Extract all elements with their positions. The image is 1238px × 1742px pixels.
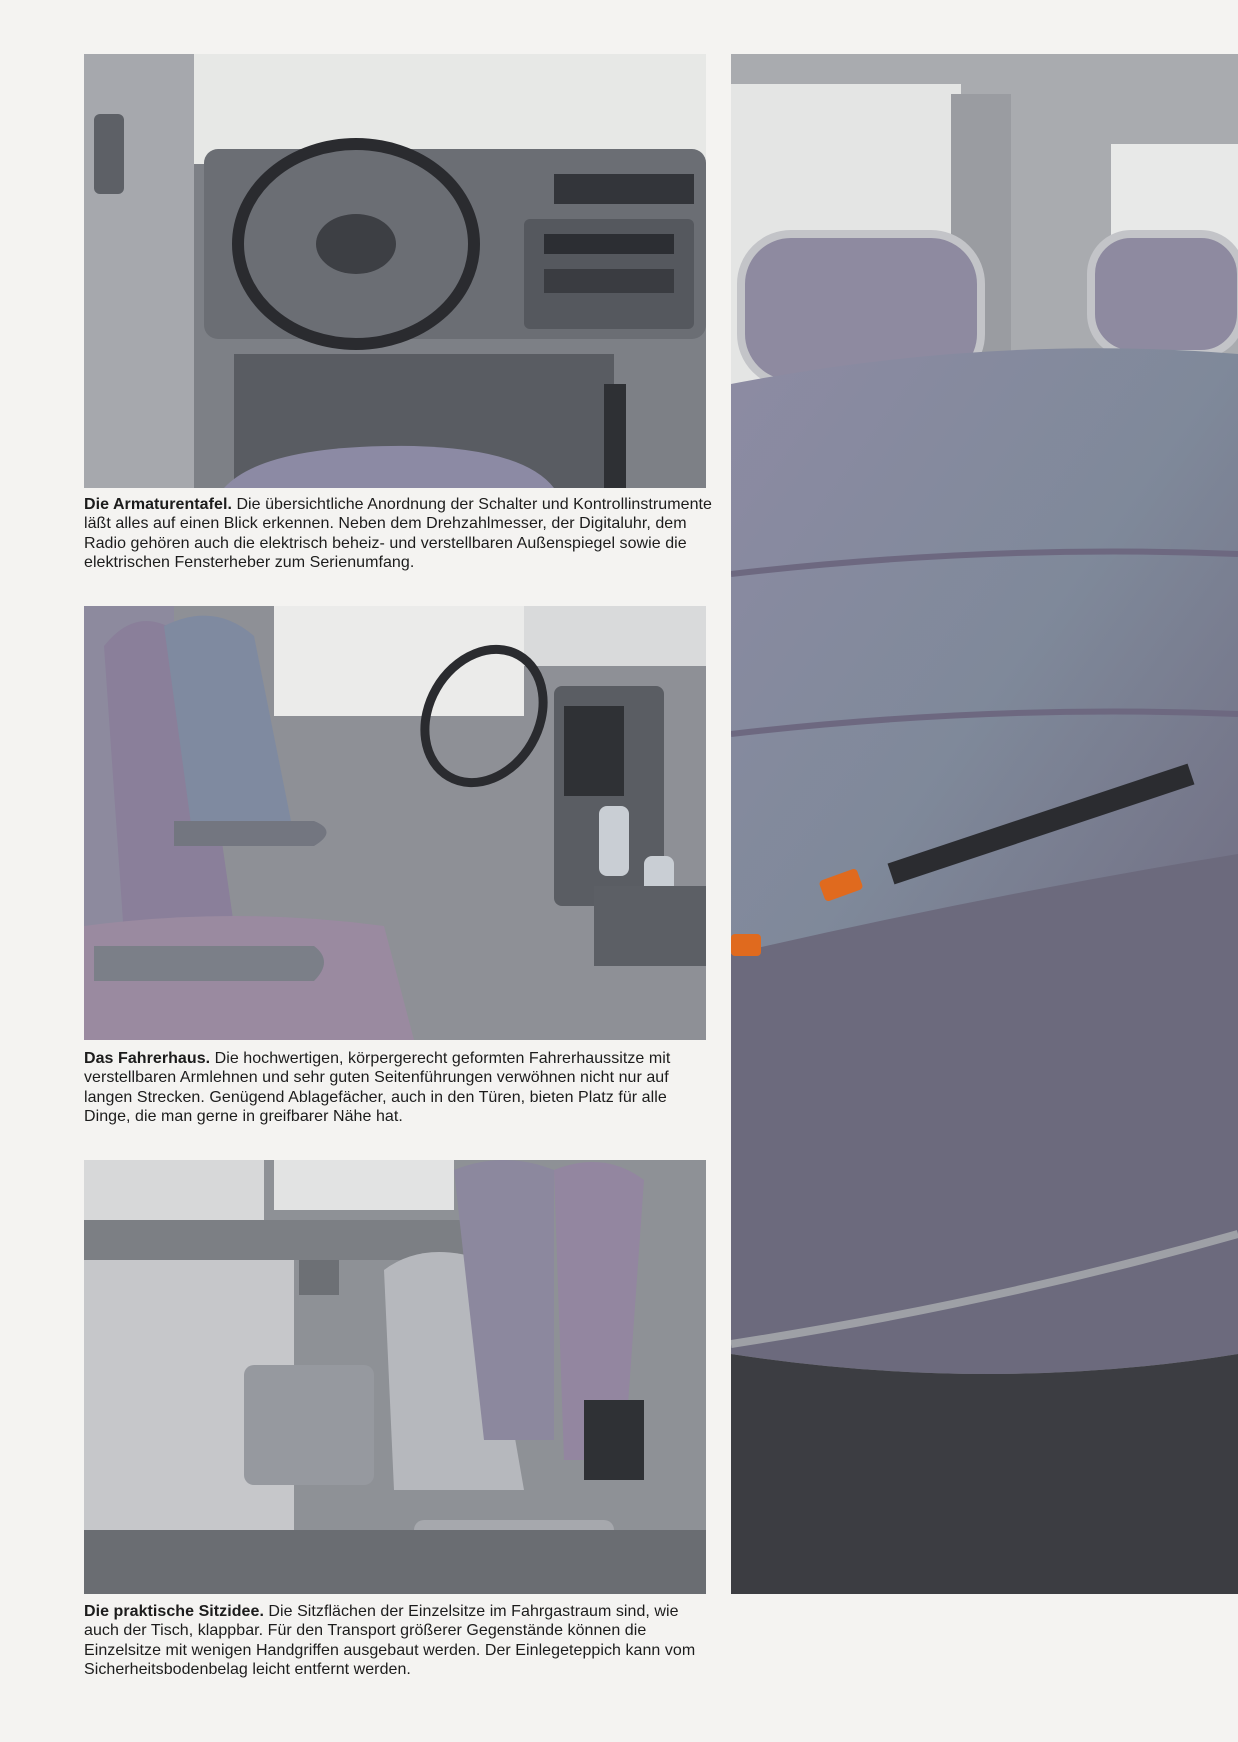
caption-cab — [84, 1049, 714, 1127]
photo-seats — [84, 1160, 706, 1594]
caption-seats-text: Die Sitzflächen der Einzelsitze im Fahrgastraum sind, wie auch der Tisch, klappbar. Für den Transport größerer Gegenstände können die Einzelsitze mit wenigen Handgriffen ausgebaut werden. Der Einlegeteppich kann vom Sicherheitsbodenbelag leicht entfernt werden. — [84, 1603, 696, 1679]
caption-dashboard-title: Die Armaturentafel. — [84, 496, 232, 513]
caption-dashboard — [84, 495, 714, 573]
caption-cab-title: Das Fahrerhaus. — [84, 1050, 211, 1067]
caption-dashboard-text: Die übersichtliche Anordnung der Schalter und Kontrollinstrumente läßt alles auf einen Blick erkennen. Neben dem Drehzahlmesser, der Digitaluhr, dem Radio gehören auch die elektrisch beheiz- und verstellbaren Außenspiegel sowie die elektrischen Fensterheber zum Serienumfang. — [84, 496, 712, 572]
photo-dashboard — [84, 54, 706, 488]
caption-seats-title: Die praktische Sitzidee. — [84, 1603, 264, 1620]
photo-cab — [84, 606, 706, 1040]
photo-bench — [731, 54, 1238, 1594]
caption-seats — [84, 1602, 714, 1680]
caption-cab-text: Die hochwertigen, körpergerecht geformten Fahrerhaussitze mit verstellbaren Armlehnen und sehr guten Seitenführungen verwöhnen nicht nur auf langen Strecken. Genügend Ablagefächer, auch in den Türen, bieten Platz für alle Dinge, die man gerne in greifbarer Nähe hat. — [84, 1050, 671, 1126]
